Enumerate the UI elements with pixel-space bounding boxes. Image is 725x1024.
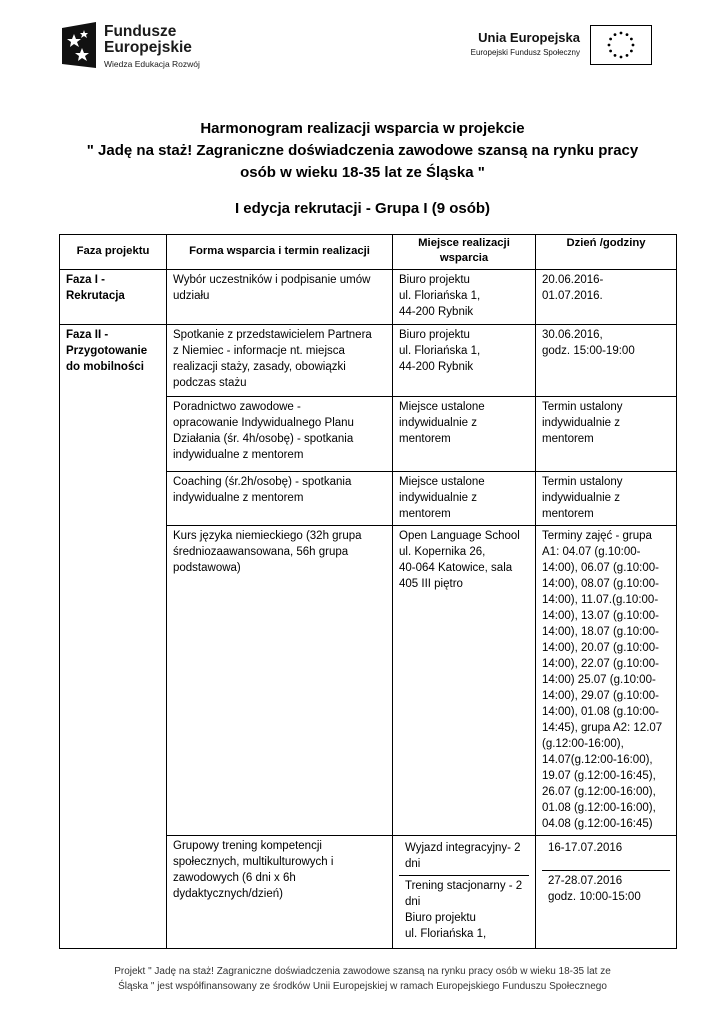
phase1-label: Faza I - Rekrutacja xyxy=(60,270,167,325)
fe-logo-line1: Fundusze xyxy=(104,23,177,40)
training-date-stationary: 27-28.07.2016 godz. 10:00-15:00 xyxy=(542,870,670,908)
language-date: Terminy zajęć - grupa A1: 04.07 (g.10:00- 14:00), 06.07 (g.10:00- 14:00), 08.07 (g.10:00- 14:00), 11.07.(g.10:00- 14:00), 13.07 (g.10:00- 14:00), 18.07 (g.10:00- 14:00), 20.07 (g.10:00- 14:00), 22.07 (g.10:00- 14:00) 25.07 (g.10:00- 14:00), 29.07 (g.10:00- 14:00), 01.08 (g.10:00- 14:45), grupa A2: 12.07 (g.12:00-16:00), 14.07(g.12:00-16:00), 19.07 (g.12:00-16:45), 26.07 (g.12:00-16:00), 01.08 (g.12:00-16:00), 04.08 (g.12:00-16:45) xyxy=(536,526,677,836)
phase1-place: Biuro projektu ul. Floriańska 1, 44-200 Rybnik xyxy=(393,270,536,325)
eu-flag-icon xyxy=(590,25,652,65)
training-place xyxy=(393,836,536,949)
language-place: Open Language School ul. Kopernika 26, 40-064 Katowice, sala 405 III piętro xyxy=(393,526,536,836)
title-line-2: " Jadę na staż! Zagraniczne doświadczenia zawodowe szansą na rynku pracy xyxy=(86,142,639,159)
footer-line-2: Śląska " jest współfinansowany ze środków Unii Europejskiej w ramach Europejskiego Funduszu Społecznego xyxy=(118,981,607,992)
page-footer xyxy=(60,964,665,994)
meeting-form: Spotkanie z przedstawicielem Partnera z Niemiec - informacje nt. miejsca realizacji staży, zasady, obowiązki podczas stażu xyxy=(167,325,393,397)
fe-logo-name xyxy=(104,24,192,56)
title-line-1: Harmonogram realizacji wsparcia w projekcie xyxy=(200,120,525,137)
training-date-integration: 16-17.07.2016 xyxy=(548,842,623,854)
fe-star-mark-icon xyxy=(60,20,98,70)
coaching-place: Miejsce ustalone indywidualnie z mentorem xyxy=(393,472,536,526)
eu-flag-star xyxy=(614,54,617,57)
title-line-3: osób w wieku 18-35 lat ze Śląska " xyxy=(240,164,485,181)
eu-flag-star xyxy=(609,38,612,41)
header-place: Miejsce realizacji wsparcia xyxy=(393,235,536,270)
fe-logo-tagline: Wiedza Edukacja Rozwój xyxy=(104,59,200,69)
ue-logo-name: Unia Europejska xyxy=(478,30,580,45)
ue-logo-fund: Europejski Fundusz Społeczny xyxy=(470,48,580,57)
eu-flag-star xyxy=(626,54,629,57)
phase1-form: Wybór uczestników i podpisanie umów udziału xyxy=(167,270,393,325)
coaching-date: Termin ustalony indywidualnie z mentorem xyxy=(536,472,677,526)
eu-flag-star xyxy=(630,38,633,41)
fe-logo-line2: Europejskie xyxy=(104,39,192,56)
document-title xyxy=(40,118,685,184)
document-subtitle: I edycja rekrutacji - Grupa I (9 osób) xyxy=(234,200,491,217)
counseling-place: Miejsce ustalone indywidualnie z mentorem xyxy=(393,397,536,472)
footer-line-1: Projekt " Jadę na staż! Zagraniczne doświadczenia zawodowe szansą na rynku pracy osób w wieku 18-35 lat ze xyxy=(114,966,611,977)
meeting-place: Biuro projektu ul. Floriańska 1, 44-200 Rybnik xyxy=(393,325,536,397)
eu-flag-star xyxy=(632,44,635,47)
counseling-date: Termin ustalony indywidualnie z mentorem xyxy=(536,397,677,472)
unia-europejska-logo xyxy=(440,30,580,57)
header-phase: Faza projektu xyxy=(60,235,167,270)
header-form: Forma wsparcia i termin realizacji xyxy=(167,235,393,270)
eu-flag-star xyxy=(620,56,623,59)
fundusze-europejskie-logo xyxy=(60,18,250,78)
training-place-stationary: Trening stacjonarny - 2 dni Biuro projektu ul. Floriańska 1, xyxy=(399,875,529,945)
training-date xyxy=(536,836,677,949)
table-row-phase2-meeting xyxy=(60,325,677,397)
language-form: Kurs języka niemieckiego (32h grupa średniozaawansowana, 56h grupa podstawowa) xyxy=(167,526,393,836)
training-place-integration: Wyjazd integracyjny- 2 dni xyxy=(405,842,521,870)
eu-flag-star xyxy=(620,32,623,35)
schedule-table xyxy=(59,234,677,949)
table-row-phase1 xyxy=(60,270,677,325)
phase1-date: 20.06.2016- 01.07.2016. xyxy=(536,270,677,325)
header-date: Dzień /godziny xyxy=(536,235,677,270)
coaching-form: Coaching (śr.2h/osobę) - spotkania indywidualne z mentorem xyxy=(167,472,393,526)
phase2-label: Faza II - Przygotowanie do mobilności xyxy=(60,325,167,949)
training-form: Grupowy trening kompetencji społecznych, multikulturowych i zawodowych (6 dni x 6h dydaktycznych/dzień) xyxy=(167,836,393,949)
eu-flag-star xyxy=(609,50,612,53)
meeting-date: 30.06.2016, godz. 15:00-19:00 xyxy=(536,325,677,397)
eu-flag-star xyxy=(630,50,633,53)
eu-flag-star xyxy=(608,44,611,47)
table-header-row xyxy=(60,235,677,270)
eu-flag-star xyxy=(626,33,629,36)
counseling-form: Poradnictwo zawodowe - opracowanie Indywidualnego Planu Działania (śr. 4h/osobę) - spotkania indywidualne z mentorem xyxy=(167,397,393,472)
eu-flag-star xyxy=(614,33,617,36)
